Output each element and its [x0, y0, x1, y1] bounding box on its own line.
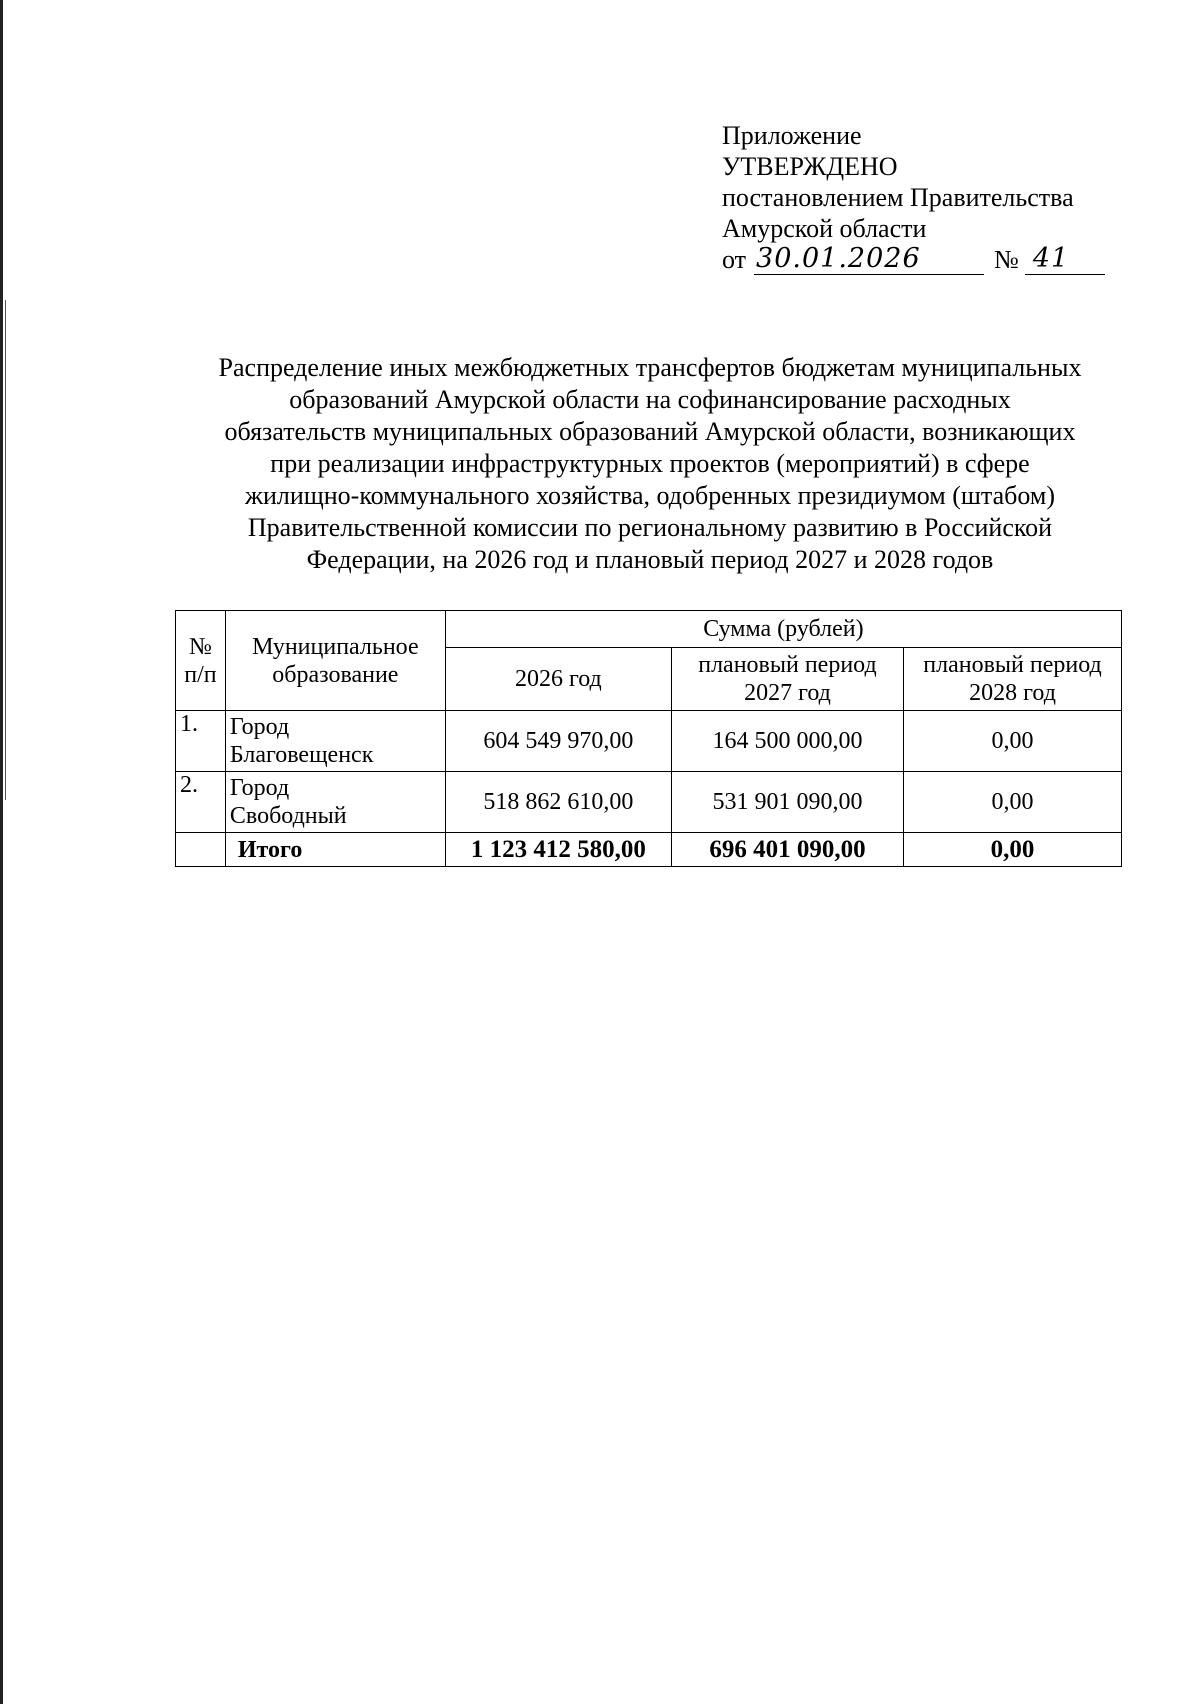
- title-line: образований Амурской области на софинансирование расходных: [289, 385, 1011, 414]
- municipality-line2: Свободный: [229, 803, 347, 829]
- header-2027: [671, 648, 903, 711]
- amount-2027: 164 500 000,00: [671, 711, 903, 772]
- number-fill-line: [1025, 244, 1105, 275]
- header-municipality-line1: Муниципальное: [252, 633, 419, 660]
- date-prefix: от: [722, 245, 747, 274]
- total-2026: 1 123 412 580,00: [445, 833, 671, 867]
- header-sum-group: Сумма (рублей): [445, 611, 1121, 648]
- header-number: [176, 611, 226, 711]
- total-number: [176, 833, 226, 867]
- header-2026: 2026 год: [445, 648, 671, 711]
- header-number-abbrev: п/п: [184, 661, 217, 688]
- header-municipality-line2: образование: [272, 661, 399, 688]
- amount-2028: 0,00: [904, 772, 1122, 833]
- row-municipality: [225, 772, 445, 833]
- number-sign: №: [994, 245, 1019, 274]
- handwritten-number: 41: [1032, 243, 1070, 274]
- municipality-line2: Благовещенск: [229, 742, 374, 768]
- distribution-table: [175, 610, 1122, 867]
- handwritten-date: 30.01.2026: [756, 243, 921, 274]
- amount-2027: 531 901 090,00: [671, 772, 903, 833]
- approval-block: [722, 120, 1105, 275]
- header-2027-line1: плановый период: [698, 652, 877, 678]
- header-2027-line2: 2027 год: [744, 680, 831, 706]
- row-municipality: [225, 711, 445, 772]
- title-line: Правительственной комиссии по региональному развитию в Российской: [247, 513, 1053, 542]
- title-line: жилищно-коммунального хозяйства, одобренных президиумом (штабом): [244, 481, 1055, 510]
- title-line: при реализации инфраструктурных проектов (мероприятий) в сфере: [270, 449, 1030, 478]
- table-row: [176, 711, 1122, 772]
- approval-date-line: [722, 244, 1105, 275]
- total-2028: 0,00: [904, 833, 1122, 867]
- approval-approved-label: УТВЕРЖДЕНО: [722, 152, 898, 181]
- approval-appendix-label: Приложение: [722, 121, 862, 150]
- total-label: Итого: [225, 833, 445, 867]
- header-number-symbol: №: [188, 633, 212, 660]
- header-2028: [904, 648, 1122, 711]
- municipality-line1: Город: [229, 714, 290, 740]
- header-municipality: [225, 611, 445, 711]
- table-header-row: [176, 611, 1122, 648]
- title-line: Распределение иных межбюджетных трансфертов бюджетам муниципальных: [218, 353, 1082, 382]
- document-title: [170, 352, 1130, 576]
- amount-2028: 0,00: [904, 711, 1122, 772]
- header-2028-line1: плановый период: [923, 652, 1102, 678]
- approval-resolution-label: постановлением Правительства: [722, 183, 1074, 212]
- table-total-row: [176, 833, 1122, 867]
- scan-edge: [0, 0, 3, 1704]
- municipality-line1: Город: [229, 775, 290, 801]
- header-2028-line2: 2028 год: [969, 680, 1056, 706]
- row-number: 2.: [176, 772, 226, 833]
- table-row: [176, 772, 1122, 833]
- scan-edge-artifact: [5, 300, 6, 800]
- amount-2026: 604 549 970,00: [445, 711, 671, 772]
- total-2027: 696 401 090,00: [671, 833, 903, 867]
- approval-region-label: Амурской области: [722, 214, 927, 243]
- title-line: Федерации, на 2026 год и плановый период 2027 и 2028 годов: [306, 545, 994, 574]
- date-fill-line: [754, 244, 984, 275]
- title-line: обязательств муниципальных образований Амурской области, возникающих: [224, 417, 1076, 446]
- amount-2026: 518 862 610,00: [445, 772, 671, 833]
- row-number: 1.: [176, 711, 226, 772]
